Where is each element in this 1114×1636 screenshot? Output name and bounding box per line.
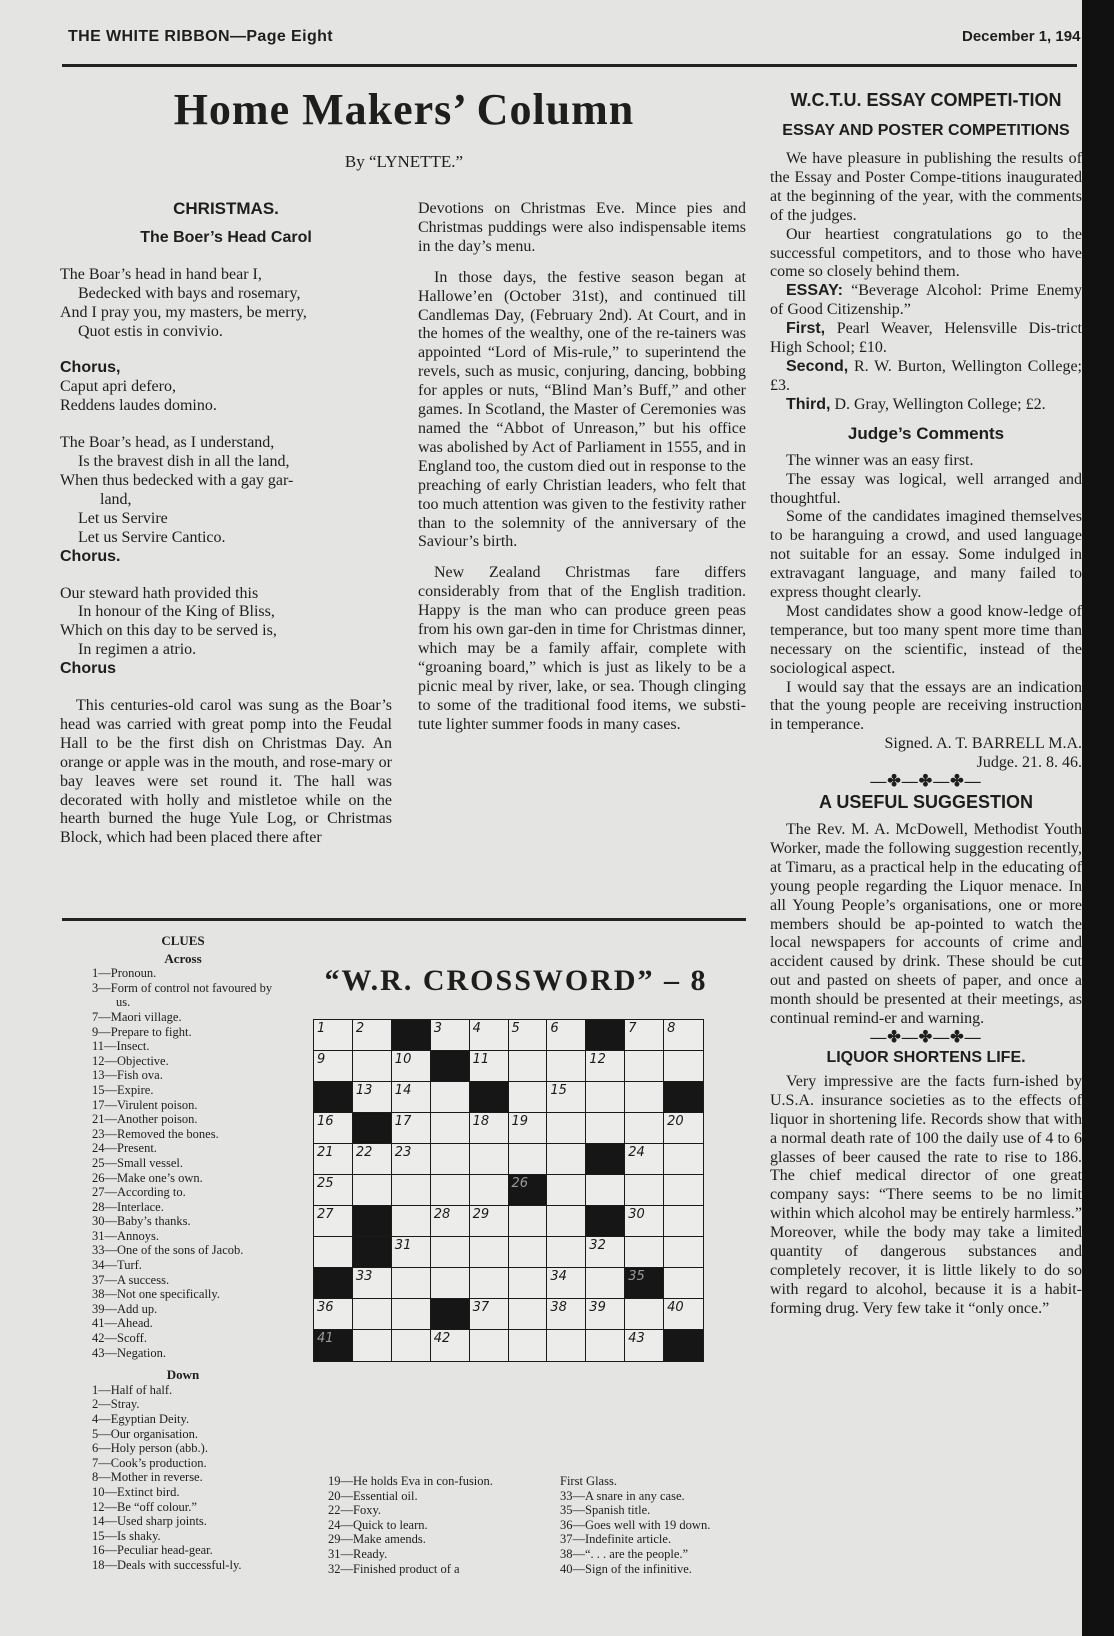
grid-cell[interactable]	[624, 1236, 665, 1269]
grid-cell[interactable]	[546, 1019, 587, 1052]
comment-paragraph: The winner was an easy first.	[786, 451, 974, 469]
grid-cell[interactable]	[508, 1081, 549, 1114]
grid-cell[interactable]	[391, 1081, 432, 1114]
grid-cell[interactable]	[430, 1267, 471, 1300]
essay-paragraph: Our heartiest congratulations go to the successful competitors, and to those who have come so closely behind them.	[770, 225, 1082, 281]
clue-number: 14	[394, 1083, 412, 1098]
article-heading: CHRISTMAS.	[173, 199, 279, 218]
grid-cell[interactable]	[624, 1050, 665, 1083]
essay-paragraph: We have pleasure in publishing the results of the Essay and Poster Compe-titions inaugurated at the beginning of the year, with the comments of the judges.	[770, 150, 1082, 224]
grid-cell[interactable]	[508, 1112, 549, 1145]
byline: By “LYNETTE.”	[344, 152, 464, 171]
clue-number: 22	[355, 1145, 373, 1160]
grid-cell[interactable]	[546, 1205, 587, 1238]
clue-item: 42—Scoff.	[92, 1331, 147, 1346]
grid-block	[585, 1143, 626, 1176]
grid-cell[interactable]	[313, 1205, 354, 1238]
grid-block	[508, 1174, 549, 1207]
verse-line: When thus bedecked with a gay gar-	[60, 471, 294, 489]
clue-item: 37—Indefinite article.	[560, 1532, 672, 1547]
liquor-paragraph: Very impressive are the facts furn-ished by U.S.A. insurance societies as to the effects of liquor in shortening life. Records show that with a normal death rate of 100 the daily use of 4 to 6 glasses of beer caused the rate to rise to 186. The chief medical director of one great company says: “There seems to be no limit within which alcohol may be entirely harmless.” Moreover, while the body may take a limited quantity of dangerous substances and completely recover, it is little likely to do so with regard to alcohol, because it is a habit-forming drug. Very few take it “only once.”	[770, 1072, 1082, 1317]
grid-cell[interactable]	[508, 1050, 549, 1083]
grid-cell[interactable]	[663, 1112, 704, 1145]
clue-number: 19	[511, 1114, 529, 1129]
grid-cell[interactable]	[391, 1267, 432, 1300]
clue-item: 40—Sign of the infinitive.	[560, 1561, 692, 1576]
comments-title: Judge’s Comments	[847, 423, 1005, 443]
grid-cell[interactable]	[663, 1019, 704, 1052]
grid-cell[interactable]	[508, 1267, 549, 1300]
clue-number: 18	[472, 1114, 490, 1129]
clue-item: 32—Finished product of a	[328, 1561, 460, 1576]
grid-cell[interactable]	[391, 1298, 432, 1331]
clue-number: 30	[628, 1207, 645, 1222]
clue-number: 24	[628, 1145, 645, 1160]
down-clue-list-continued	[328, 1474, 512, 1576]
grid-block	[430, 1050, 471, 1083]
article-subheading: The Boer’s Head Carol	[140, 228, 312, 246]
clue-item: 3—Form of control not favoured by us.	[92, 980, 273, 1010]
clue-number: 39	[589, 1300, 606, 1315]
clue-item: 1—Pronoun.	[92, 966, 157, 981]
grid-cell[interactable]	[508, 1236, 549, 1269]
verse-line: In regimen a atrio.	[78, 641, 197, 659]
grid-cell[interactable]	[546, 1143, 587, 1176]
verse-line: Quot estis in convivio.	[78, 322, 223, 340]
essay-subtitle: ESSAY AND POSTER COMPETITIONS	[782, 122, 1070, 139]
grid-cell[interactable]	[508, 1205, 549, 1238]
across-heading: Across	[164, 950, 202, 966]
clue-item: 24—Present.	[92, 1141, 157, 1156]
third-place-label: Third,	[786, 395, 831, 413]
grid-cell[interactable]	[352, 1267, 393, 1300]
top-rule	[62, 64, 1077, 67]
grid-cell[interactable]	[391, 1143, 432, 1176]
clue-number: 25	[317, 1176, 334, 1191]
grid-cell[interactable]	[313, 1143, 354, 1176]
grid-cell[interactable]	[313, 1298, 354, 1331]
clue-item: 26—Make one’s own.	[92, 1170, 203, 1185]
grid-cell[interactable]	[430, 1236, 471, 1269]
grid-cell[interactable]	[430, 1329, 471, 1362]
clue-item: 38—“. . . are the people.”	[560, 1546, 689, 1561]
clue-item: 12—Objective.	[92, 1053, 169, 1068]
grid-block	[313, 1329, 354, 1362]
clue-item: 1—Half of half.	[92, 1382, 173, 1397]
grid-cell[interactable]	[469, 1236, 510, 1269]
clue-item: 33—A snare in any case.	[560, 1488, 685, 1503]
sidebar-column	[770, 90, 1082, 1319]
grid-cell[interactable]	[585, 1050, 626, 1083]
grid-cell[interactable]	[585, 1174, 626, 1207]
chorus-label: Chorus,	[60, 359, 121, 377]
verse-line: In honour of the King of Bliss,	[78, 603, 275, 621]
clue-number: 32	[589, 1238, 606, 1253]
grid-cell[interactable]	[430, 1205, 471, 1238]
second-place-text: R. W. Burton, Wellington College; £3.	[770, 357, 1082, 394]
grid-cell[interactable]	[313, 1174, 354, 1207]
grid-cell[interactable]	[624, 1019, 665, 1052]
clue-item: 4—Egyptian Deity.	[92, 1412, 190, 1426]
clue-item: First Glass.	[560, 1474, 617, 1488]
clue-item: 16—Peculiar head-gear.	[92, 1543, 213, 1558]
grid-cell[interactable]	[352, 1081, 393, 1114]
clue-number: 4	[472, 1021, 481, 1036]
clue-number: 28	[433, 1207, 451, 1222]
verse-line: Let us Servire	[78, 509, 168, 527]
grid-cell[interactable]	[546, 1298, 587, 1331]
clue-number: 33	[355, 1269, 373, 1284]
grid-cell[interactable]	[585, 1081, 626, 1114]
clue-item: 5—Our organisation.	[92, 1426, 199, 1441]
grid-cell[interactable]	[391, 1205, 432, 1238]
grid-cell[interactable]	[546, 1236, 587, 1269]
clue-item: 10—Extinct bird.	[92, 1484, 180, 1499]
clue-item: 19—He holds Eva in con-fusion.	[328, 1474, 493, 1488]
clue-number: 40	[667, 1300, 684, 1315]
clue-number: 8	[667, 1021, 676, 1036]
grid-cell[interactable]	[352, 1298, 393, 1331]
clue-item: 31—Ready.	[328, 1546, 388, 1561]
clue-item: 14—Used sharp joints.	[92, 1514, 207, 1529]
clue-number: 41	[317, 1331, 334, 1346]
grid-cell[interactable]	[430, 1143, 471, 1176]
clue-item: 15—Is shaky.	[92, 1528, 161, 1543]
verse-line: Reddens laudes domino.	[60, 397, 217, 415]
clue-item: 27—According to.	[92, 1185, 186, 1200]
grid-cell[interactable]	[624, 1205, 665, 1238]
clue-item: 22—Foxy.	[328, 1503, 382, 1518]
grid-cell[interactable]	[469, 1050, 510, 1083]
clue-number: 42	[433, 1331, 451, 1346]
grid-cell[interactable]	[469, 1112, 510, 1145]
clue-item: 43—Negation.	[92, 1345, 166, 1360]
grid-cell[interactable]	[430, 1174, 471, 1207]
clue-item: 33—One of the sons of Jacob.	[92, 1243, 244, 1258]
article-paragraph: In those days, the festive season began at Hallowe’en (October 31st), and continued till Candlemas Day, (February 2nd). At Court, and in the homes of the wealthy, one of the re-tainers was appointed “Lord of Mis-rule,” to superintend the revels, such as music, conjuring, dancing, bobbing for apples or nuts, “Blind Man’s Buff,” and other games. In Scotland, the Master of Ceremonies was named the “Abbot of Unreason,” but his office was abolished by Act of Parliament in 1555, and in England too, the custom died out in response to the preaching of early Christian leaders, who felt that too much attention was given to the festivity rather than to the solemnity of the anniversary of the Saviour’s birth.	[418, 268, 746, 551]
signature: Signed. A. T. BARRELL M.A.	[884, 735, 1082, 753]
clue-item: 13—Fish ova.	[92, 1068, 163, 1083]
clue-item: 35—Spanish title.	[560, 1503, 651, 1518]
clue-item: 11—Insect.	[92, 1039, 150, 1054]
grid-cell[interactable]	[391, 1112, 432, 1145]
verse-line: Let us Servire Cantico.	[78, 528, 226, 546]
grid-block	[313, 1267, 354, 1300]
grid-cell[interactable]	[391, 1236, 432, 1269]
clues-column	[92, 934, 274, 1573]
ornament-divider: —✤—✤—✤—	[870, 773, 982, 791]
clue-number: 15	[550, 1083, 567, 1098]
crossword-title: “W.R. CROSSWORD” – 8	[324, 964, 708, 997]
comment-paragraph: I would say that the essays are an indication that the young people are receiving instruction in temperance.	[770, 678, 1082, 734]
grid-cell[interactable]	[469, 1143, 510, 1176]
grid-cell[interactable]	[352, 1019, 393, 1052]
grid-cell[interactable]	[663, 1205, 704, 1238]
clue-number: 9	[317, 1052, 326, 1067]
clue-number: 35	[628, 1269, 645, 1284]
grid-block	[352, 1205, 393, 1238]
suggestion-title: A USEFUL SUGGESTION	[818, 792, 1034, 812]
column-title: Home Makers’ Column	[173, 85, 635, 134]
essay-label: ESSAY:	[786, 282, 843, 300]
grid-cell[interactable]	[430, 1112, 471, 1145]
first-place-label: First,	[786, 320, 826, 338]
clue-number: 16	[317, 1114, 334, 1129]
clue-number: 27	[317, 1207, 334, 1222]
verse-line: Bedecked with bays and rosemary,	[78, 284, 301, 302]
verse-line: The Boar’s head in hand bear I,	[60, 265, 262, 283]
clue-item: 7—Maori village.	[92, 1009, 182, 1024]
grid-block	[430, 1298, 471, 1331]
essay-title: W.C.T.U. ESSAY COMPETI-TION	[790, 90, 1062, 110]
grid-cell[interactable]	[352, 1329, 393, 1362]
clue-number: 37	[472, 1300, 490, 1315]
clue-item: 17—Virulent poison.	[92, 1097, 198, 1112]
liquor-title: LIQUOR SHORTENS LIFE.	[826, 1048, 1026, 1066]
clue-item: 34—Turf.	[92, 1258, 142, 1273]
clue-number: 12	[589, 1052, 606, 1067]
clue-number: 38	[550, 1300, 567, 1315]
verse-line: Is the bravest dish in all the land,	[78, 453, 290, 471]
grid-cell[interactable]	[663, 1267, 704, 1300]
grid-cell[interactable]	[663, 1174, 704, 1207]
grid-cell[interactable]	[546, 1267, 587, 1300]
clue-item: 24—Quick to learn.	[328, 1517, 428, 1532]
verse-line: Caput apri defero,	[60, 378, 176, 396]
grid-cell[interactable]	[663, 1298, 704, 1331]
clue-number: 10	[394, 1052, 412, 1067]
grid-cell[interactable]	[663, 1236, 704, 1269]
grid-cell[interactable]	[469, 1205, 510, 1238]
grid-cell[interactable]	[352, 1050, 393, 1083]
chorus-label: Chorus.	[60, 547, 121, 565]
grid-cell[interactable]	[585, 1112, 626, 1145]
clue-item: 7—Cook’s production.	[92, 1455, 207, 1470]
clue-number: 3	[433, 1021, 442, 1036]
clue-item: 39—Add up.	[92, 1301, 158, 1316]
clue-item: 23—Removed the bones.	[92, 1126, 219, 1141]
clue-item: 41—Ahead.	[92, 1316, 153, 1331]
article-column-1	[60, 200, 392, 848]
clue-number: 21	[317, 1145, 334, 1160]
comment-paragraph: The essay was logical, well arranged and thoughtful.	[770, 470, 1082, 507]
clue-item: 30—Baby’s thanks.	[92, 1214, 191, 1229]
clue-item: 8—Mother in reverse.	[92, 1470, 203, 1485]
clue-number: 17	[394, 1114, 412, 1129]
grid-cell[interactable]	[469, 1019, 510, 1052]
clue-item: 28—Interlace.	[92, 1199, 164, 1214]
section-rule	[62, 918, 746, 921]
grid-block	[391, 1019, 432, 1052]
essay-topic: “Beverage Alcohol: Prime Enemy of Good Citizenship.”	[770, 282, 1083, 319]
verse-line: The Boar’s head, as I understand,	[60, 434, 275, 452]
clue-number: 23	[394, 1145, 412, 1160]
grid-cell[interactable]	[391, 1050, 432, 1083]
article-column-2	[418, 200, 746, 734]
grid-cell[interactable]	[546, 1329, 587, 1362]
grid-cell[interactable]	[546, 1050, 587, 1083]
clues-heading: CLUES	[161, 933, 205, 948]
third-place-text: D. Gray, Wellington College; £2.	[834, 395, 1046, 413]
masthead-title: THE WHITE RIBBON—Page Eight	[68, 28, 334, 45]
clue-item: 25—Small vessel.	[92, 1155, 183, 1170]
clue-number: 31	[394, 1238, 412, 1253]
grid-cell[interactable]	[313, 1019, 354, 1052]
clue-item: 21—Another poison.	[92, 1112, 198, 1127]
grid-cell[interactable]	[546, 1174, 587, 1207]
grid-block	[469, 1081, 510, 1114]
down-heading: Down	[166, 1367, 200, 1383]
grid-cell[interactable]	[508, 1019, 549, 1052]
clue-item: 9—Prepare to fight.	[92, 1024, 192, 1039]
grid-cell[interactable]	[508, 1298, 549, 1331]
page-edge-shadow	[1082, 0, 1114, 1636]
grid-block	[352, 1236, 393, 1269]
first-place-text: Pearl Weaver, Helensville Dis-trict High School; £10.	[770, 320, 1082, 357]
clue-item: 15—Expire.	[92, 1082, 154, 1097]
clue-number: 13	[355, 1083, 373, 1098]
grid-block	[585, 1205, 626, 1238]
clue-number: 5	[511, 1021, 520, 1036]
grid-cell[interactable]	[585, 1267, 626, 1300]
clue-number: 6	[550, 1021, 559, 1036]
across-clue-list	[92, 966, 274, 1360]
clue-item: 38—Not one specifically.	[92, 1287, 220, 1302]
grid-cell[interactable]	[585, 1236, 626, 1269]
grid-cell[interactable]	[469, 1329, 510, 1362]
grid-cell[interactable]	[624, 1329, 665, 1362]
chorus-label: Chorus	[60, 660, 116, 678]
comment-paragraph: Most candidates show a good know-ledge of temperance, but too many spent more time than necessary on the scientific, instead of the sociological aspect.	[770, 602, 1082, 677]
grid-cell[interactable]	[663, 1143, 704, 1176]
clue-number: 29	[472, 1207, 490, 1222]
grid-cell[interactable]	[313, 1112, 354, 1145]
verse-line: And I pray you, my masters, be merry,	[60, 303, 307, 321]
clue-item: 29—Make amends.	[328, 1532, 426, 1547]
grid-cell[interactable]	[469, 1174, 510, 1207]
grid-cell[interactable]	[352, 1143, 393, 1176]
clue-item: 18—Deals with successful-ly.	[92, 1557, 242, 1572]
verse-line: land,	[100, 490, 132, 508]
comment-paragraph: Some of the candidates imagined themselves to be haranguing a crowd, and used language not suitable for an essay. Some indulged in extravagant language, and many failed to express thought clearly.	[770, 508, 1082, 602]
grid-cell[interactable]	[391, 1329, 432, 1362]
down-clue-list	[92, 1383, 274, 1573]
clue-item: 31—Annoys.	[92, 1228, 160, 1243]
clue-item: 37—A success.	[92, 1272, 170, 1287]
grid-cell[interactable]	[624, 1143, 665, 1176]
grid-block	[352, 1112, 393, 1145]
grid-cell[interactable]	[546, 1081, 587, 1114]
grid-cell[interactable]	[430, 1019, 471, 1052]
grid-cell[interactable]	[313, 1236, 354, 1269]
grid-cell[interactable]	[469, 1267, 510, 1300]
grid-cell[interactable]	[391, 1174, 432, 1207]
grid-block	[663, 1081, 704, 1114]
grid-cell[interactable]	[352, 1174, 393, 1207]
grid-cell[interactable]	[508, 1329, 549, 1362]
clue-number: 2	[355, 1021, 365, 1036]
grid-cell[interactable]	[546, 1112, 587, 1145]
grid-cell[interactable]	[508, 1143, 549, 1176]
clue-number: 36	[317, 1300, 334, 1315]
grid-cell[interactable]	[663, 1050, 704, 1083]
clue-number: 26	[511, 1176, 529, 1191]
clue-item: 36—Goes well with 19 down.	[560, 1517, 711, 1532]
grid-block	[663, 1329, 704, 1362]
grid-block	[624, 1267, 665, 1300]
clue-item: 12—Be “off colour.”	[92, 1499, 197, 1514]
grid-cell[interactable]	[585, 1298, 626, 1331]
clue-number: 34	[550, 1269, 567, 1284]
ornament-divider: —✤—✤—✤—	[870, 1028, 982, 1046]
judge-date: Judge. 21. 8. 46.	[976, 754, 1082, 772]
grid-cell[interactable]	[469, 1298, 510, 1331]
grid-cell[interactable]	[430, 1081, 471, 1114]
grid-cell[interactable]	[313, 1050, 354, 1083]
suggestion-paragraph: The Rev. M. A. McDowell, Methodist Youth Worker, made the following suggestion recently, at Timaru, as a practical help in the educating of young people regarding the Liquor menace. In all Young People’s organisations, one or more members should be ap-pointed to watch the local newspapers for accounts of crime and accident caused by drink. These should be cut out and pasted on sheets of paper, and once a month should be presented at their meetings, as continual remind-er and warning.	[770, 821, 1082, 1028]
clue-number: 43	[628, 1331, 645, 1346]
clue-number: 11	[472, 1052, 490, 1067]
clue-item: 2—Stray.	[92, 1397, 140, 1412]
article-paragraph: This centuries-old carol was sung as the Boar’s head was carried with great pomp into the Feudal Hall to be the first dish on Christmas Day. An orange or apple was in the mouth, and rose-mary or bay leaves were set round it. The hall was decorated with holly and mistletoe while on the hearth burned the huge Yule Log, or Christmas Block, which had been placed there after	[60, 697, 392, 847]
verse-line: Which on this day to be served is,	[60, 622, 277, 640]
down-clue-list-continued	[560, 1474, 746, 1576]
masthead-date: December 1, 194	[962, 28, 1081, 45]
grid-block	[313, 1081, 354, 1114]
article-paragraph: New Zealand Christmas fare differs considerably from that of the English tradition. Happy is the man who can produce green peas from his own gar-den in time for Christmas dinner, which may be a family affair, complete with “groaning board,” which is just as likely to be a picnic meal by river, lake, or sea. Though clinging to some of the traditional food items, we substi-tute lighter summer foods in many cases.	[418, 564, 746, 733]
grid-block	[585, 1019, 626, 1052]
second-place-label: Second,	[786, 357, 849, 375]
clue-number: 7	[628, 1021, 637, 1036]
clue-number: 20	[667, 1114, 684, 1129]
clue-item: 6—Holy person (abb.).	[92, 1441, 208, 1456]
grid-cell[interactable]	[624, 1174, 665, 1207]
grid-cell[interactable]	[624, 1112, 665, 1145]
grid-cell[interactable]	[585, 1329, 626, 1362]
clue-number: 1	[317, 1021, 326, 1036]
verse-line: Our steward hath provided this	[60, 584, 259, 602]
grid-cell[interactable]	[624, 1081, 665, 1114]
clue-item: 20—Essential oil.	[328, 1488, 418, 1503]
article-paragraph: Devotions on Christmas Eve. Mince pies and Christmas puddings were also indispensable items in the day’s menu.	[418, 200, 746, 255]
grid-cell[interactable]	[624, 1298, 665, 1331]
